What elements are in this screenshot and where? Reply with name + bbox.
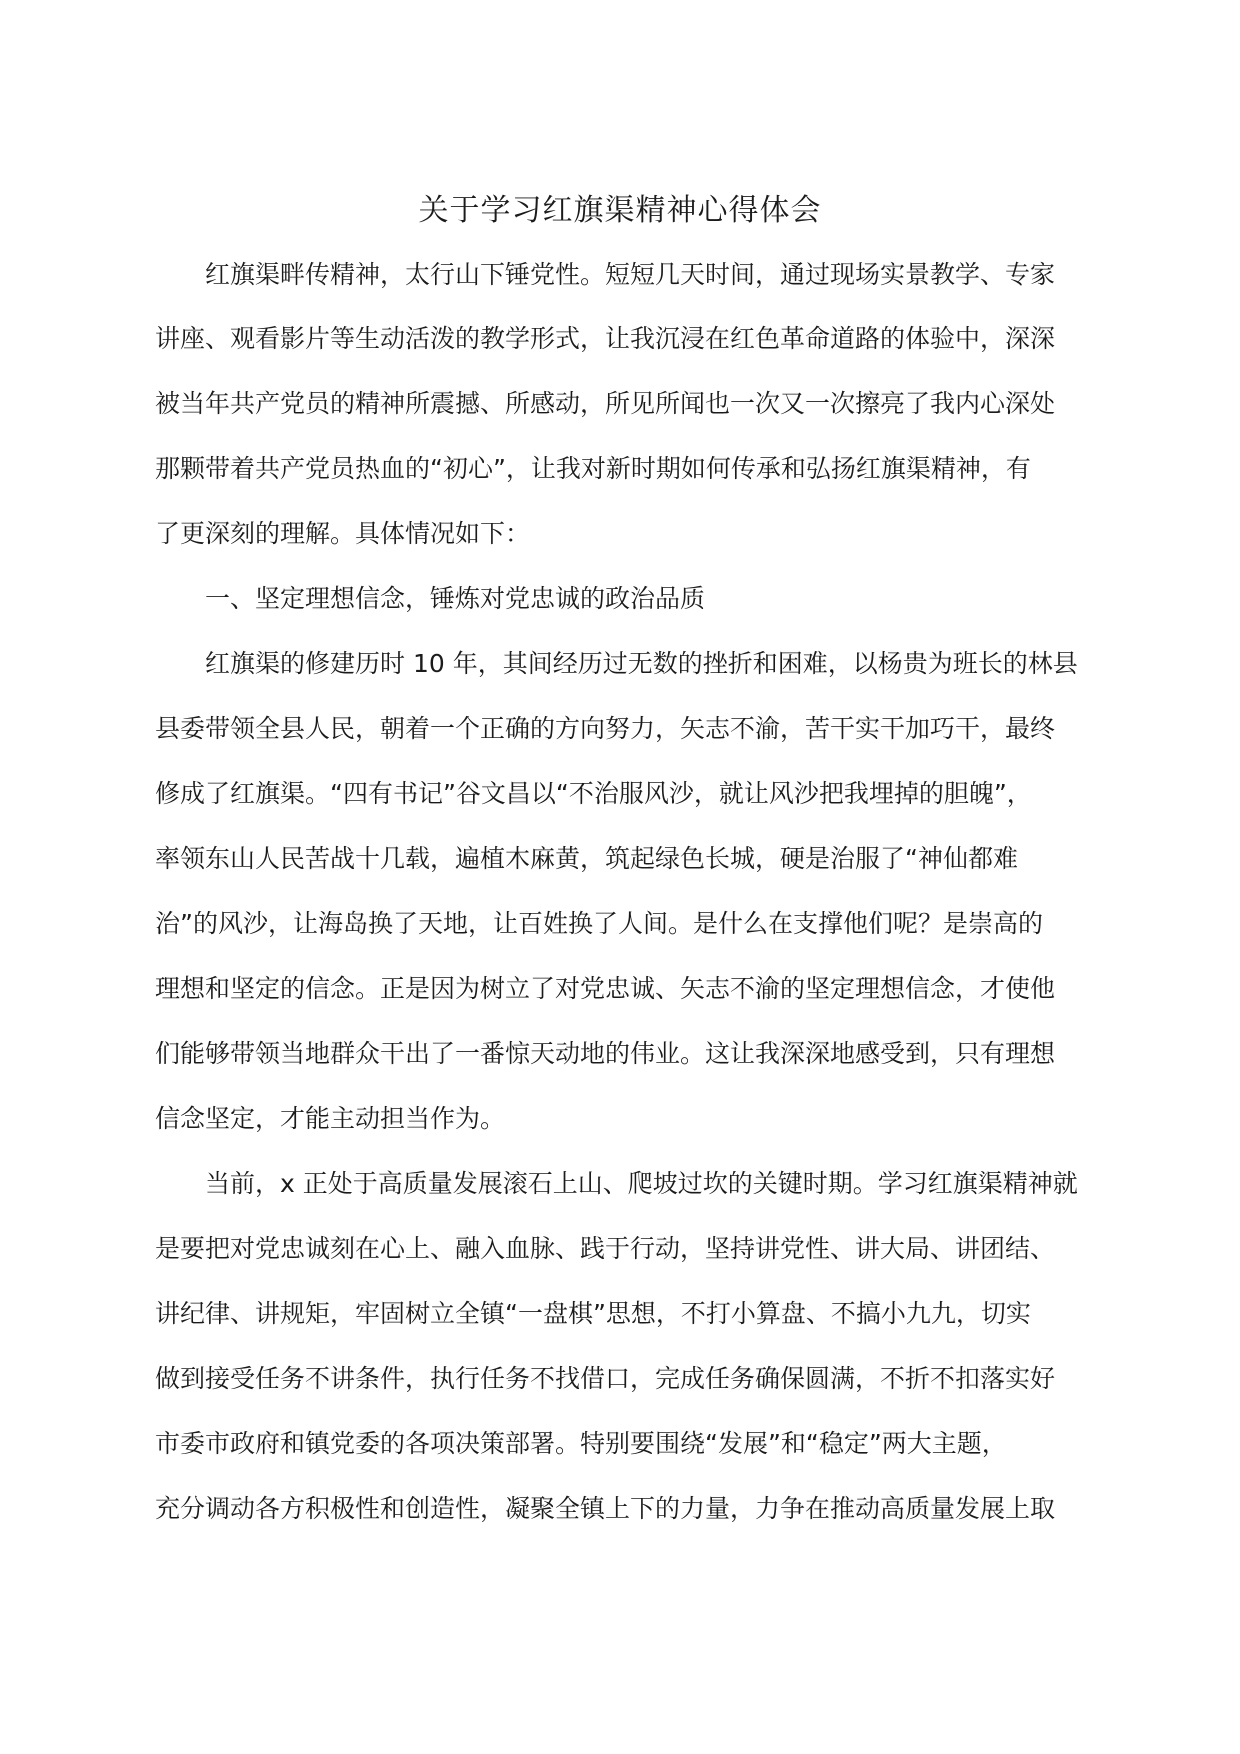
text-line: 被当年共产党员的精神所震撼、所感动，所见所闻也一次又一次擦亮了我内心深处 xyxy=(155,389,1056,418)
text-line: 红旗渠畔传精神，太行山下锤党性。短短几天时间，通过现场实景教学、专家 xyxy=(205,260,1056,289)
text-line: 讲纪律、讲规矩，牢固树立全镇“一盘棋”思想，不打小算盘、不搞小九九，切实 xyxy=(155,1299,1031,1328)
text-line: 了更深刻的理解。具体情况如下： xyxy=(155,519,531,548)
text-line: 理想和坚定的信念。正是因为树立了对党忠诚、矢志不渝的坚定理想信念，才使他 xyxy=(155,974,1056,1003)
text-line: 当前，x 正处于高质量发展滚石上山、爬坡过坎的关键时期。学习红旗渠精神就 xyxy=(205,1169,1078,1198)
text-line: 们能够带领当地群众干出了一番惊天动地的伟业。这让我深深地感受到，只有理想 xyxy=(155,1039,1056,1068)
text-line: 充分调动各方积极性和创造性，凝聚全镇上下的力量，力争在推动高质量发展上取 xyxy=(155,1494,1056,1523)
text-line: 市委市政府和镇党委的各项决策部署。特别要围绕“发展”和“稳定”两大主题， xyxy=(155,1429,1007,1458)
text-line: 讲座、观看影片等生动活泼的教学形式，让我沉浸在红色革命道路的体验中，深深 xyxy=(155,324,1056,353)
text-line: 红旗渠的修建历时 10 年，其间经历过无数的挫折和困难，以杨贵为班长的林县 xyxy=(205,649,1078,678)
text-line: 做到接受任务不讲条件，执行任务不找借口，完成任务确保圆满，不折不扣落实好 xyxy=(155,1364,1056,1393)
document-title: 关于学习红旗渠精神心得体会 xyxy=(418,193,822,228)
text-line: 治”的风沙，让海岛换了天地，让百姓换了人间。是什么在支撑他们呢？是崇高的 xyxy=(155,909,1043,938)
text-line: 是要把对党忠诚刻在心上、融入血脉、践于行动，坚持讲党性、讲大局、讲团结、 xyxy=(155,1234,1056,1263)
text-line: 率领东山人民苦战十几载，遍植木麻黄，筑起绿色长城，硬是治服了“神仙都难 xyxy=(155,844,1018,873)
text-line: 那颗带着共产党员热血的“初心”，让我对新时期如何传承和弘扬红旗渠精神，有 xyxy=(155,454,1031,483)
text-line: 信念坚定，才能主动担当作为。 xyxy=(155,1104,506,1133)
text-line: 县委带领全县人民，朝着一个正确的方向努力，矢志不渝，苦干实干加巧干，最终 xyxy=(155,714,1056,743)
section-heading: 一、坚定理想信念，锤炼对党忠诚的政治品质 xyxy=(205,584,706,613)
text-line: 修成了红旗渠。“四有书记”谷文昌以“不治服风沙，就让风沙把我埋掉的胆魄”， xyxy=(155,779,1032,808)
